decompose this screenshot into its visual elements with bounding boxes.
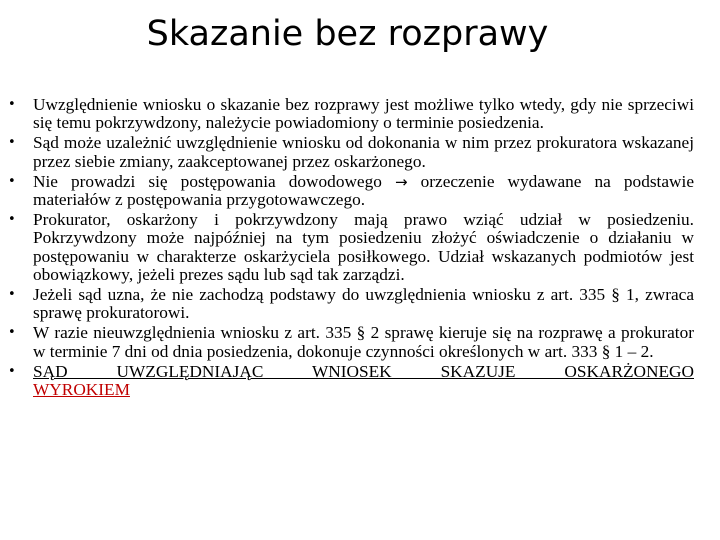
bullet-icon: • (8, 287, 16, 303)
bullet-text: Uwzględnienie wniosku o skazanie bez rozprawy jest możliwe tylko wtedy, gdy nie sprzeciwi się temu pokrzywdzony, należycie powiadomiony o terminie posiedzenia. (33, 95, 694, 133)
bullet-icon: • (8, 97, 16, 112)
conclusion-emphasis: WYROKIEM (33, 380, 130, 400)
bullet-text: Prokurator, oskarżony i pokrzywdzony mają prawo wziąć udział w posiedzeniu. Pokrzywdzony może najpóźniej na tym posiedzeniu złożyć oświadczenie o działaniu w postępowaniu w charakterze oskarżyciela posiłkowego. Udział wskazanych podmiotów jest obowiązkowy, jeżeli prezes sądu lub sąd tak zarządzi. (33, 210, 694, 284)
bullet-list (8, 96, 694, 401)
bullet-item (8, 286, 694, 322)
bullet-item (8, 173, 694, 209)
bullet-text: W razie nieuwzględnienia wniosku z art. 335 § 2 sprawę kieruje się na rozprawę a prokurator w terminie 7 dni od dnia posiedzenia, dokonuje czynności określonych w art. 333 § 1 – 2. (33, 323, 694, 361)
slide-title: Skazanie bez rozprawy (146, 14, 549, 54)
conclusion-text: SĄD UWZGLĘDNIAJĄC WNIOSEK SKAZUJE OSKARŻONEGO (33, 361, 694, 381)
bullet-item (8, 324, 694, 360)
bullet-item (8, 96, 694, 132)
bullet-text-before-arrow: Nie prowadzi się postępowania dowodowego (33, 171, 382, 191)
bullet-item-conclusion (8, 363, 694, 399)
right-arrow-icon: → (394, 172, 408, 191)
bullet-item (8, 134, 694, 170)
bullet-icon: • (8, 325, 16, 341)
bullet-icon: • (8, 212, 16, 228)
bullet-icon: • (8, 363, 16, 379)
bullet-text-after-arrow: orzeczenie wydawane na podstawie materiałów z postępowania przygotowawczego. (33, 171, 694, 210)
bullet-item (8, 211, 694, 284)
bullet-text: Sąd może uzależnić uwzględnienie wniosku od dokonania w nim przez prokuratora wskazanej przez siebie zmiany, zaakceptowanej przez oskarżonego. (33, 133, 694, 171)
bullet-icon: • (8, 173, 16, 189)
bullet-icon: • (8, 135, 16, 151)
bullet-text: Jeżeli sąd uzna, że nie zachodzą podstawy do uwzględnienia wniosku z art. 335 § 1, zwraca sprawę prokuratorowi. (33, 285, 694, 323)
